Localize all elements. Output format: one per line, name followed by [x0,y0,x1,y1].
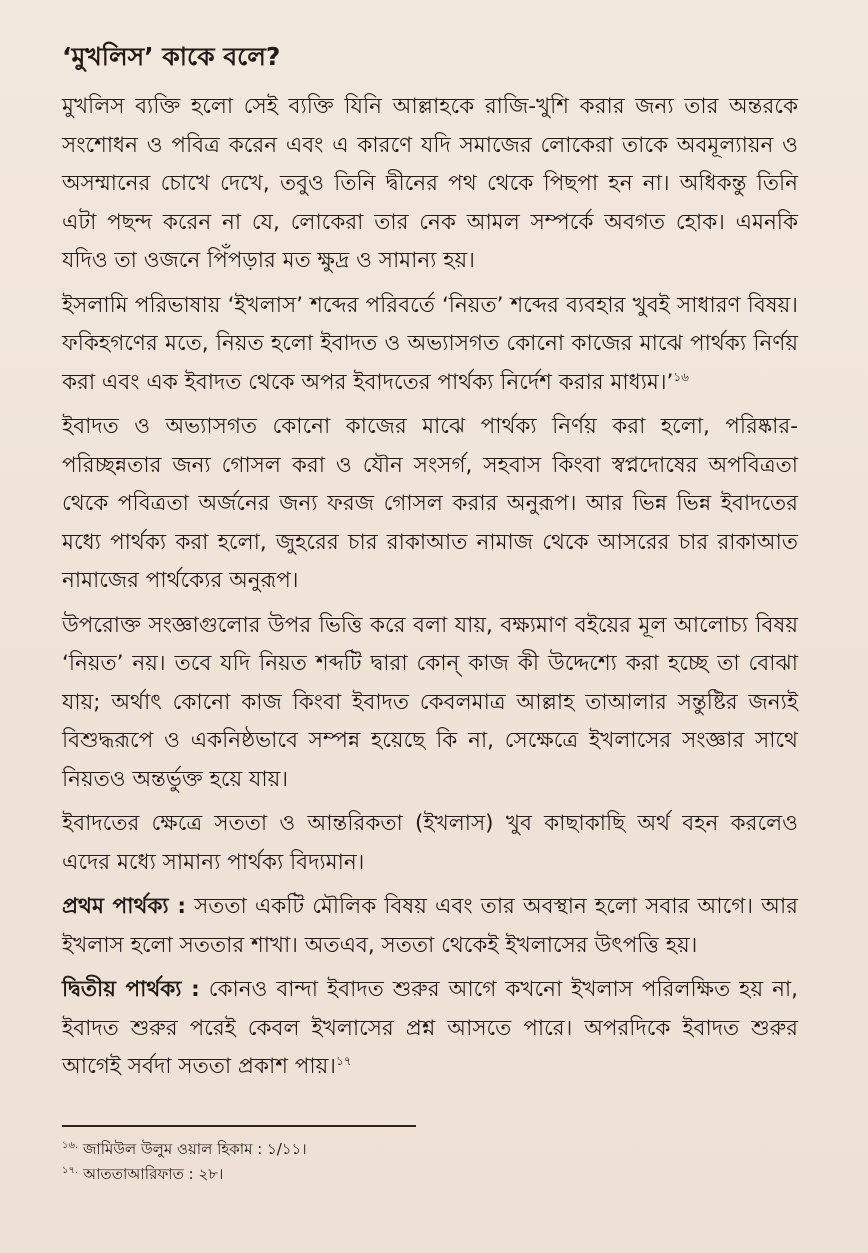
footnote-mark: ১৬. [62,1139,79,1151]
first-difference-label: প্রথম পার্থক্য : [62,894,186,919]
paragraph-text: কোনও বান্দা ইবাদত শুরুর আগে কখনো ইখলাস পরিলক্ষিত হয় না, ইবাদত শুরুর পরেই কেবল ইখলাসের প্রশ্ন আসতে পারে। অপরদিকে ইবাদত শুরুর আগেই সর্বদা সততা প্রকাশ পায়। [62,977,798,1079]
paragraph-definition [62,88,798,281]
footnote [62,1137,798,1162]
paragraph-text: ইবাদত ও অভ্যাসগত কোনো কাজের মাঝে পার্থক্য নির্ণয় করা হলো, পরিষ্কার-পরিচ্ছন্নতার জন্য গোসল করা ও যৌন সংসর্গ, সহবাস কিংবা স্বপ্নদোষের অপবিত্রতা থেকে পবিত্রতা অর্জনের জন্য ফরজ গোসল করার অনুরূপ। আর ভিন্ন ভিন্ন ইবাদতের মধ্যে পার্থক্য করা হলো, জুহরের চার রাকাআত নামাজ থেকে আসরের চার রাকাআত নামাজের পার্থক্যের অনুরূপ। [62,414,798,593]
paragraph-text: মুখলিস ব্যক্তি হলো সেই ব্যক্তি যিনি আল্লাহকে রাজি-খুশি করার জন্য তার অন্তরকে সংশোধন ও পবিত্র করেন এবং এ কারণে যদি সমাজের লোকেরা তাকে অবমূল্যায়ন ও অসম্মানের চোখে দেখে, তবুও তিনি দ্বীনের পথ থেকে পিছপা হন না। অধিকন্তু তিনি এটা পছন্দ করেন না যে, লোকেরা তার নেক আমল সম্পর্কে অবগত হোক। এমনকি যদিও তা ওজনে পিঁপড়ার মত ক্ষুদ্র ও সামান্য হয়। [62,94,798,273]
paragraph-text: ইসলামি পরিভাষায় ‘ইখলাস’ শব্দের পরিবর্তে ‘নিয়ত’ শব্দের ব্যবহার খুবই সাধারণ বিষয়। ফকিহগণের মতে, নিয়ত হলো ইবাদত ও অভ্যাসগত কোনো কাজের মাঝে পার্থক্য নির্ণয় করা এবং এক ইবাদত থেকে অপর ইবাদতের পার্থক্য নির্দেশ করার মাধ্যম।’ [62,292,798,395]
paragraph-text: ইবাদতের ক্ষেত্রে সততা ও আন্তরিকতা (ইখলাস) খুব কাছাকাছি অর্থ বহন করলেও এদের মধ্যে সামান্য পার্থক্য বিদ্যমান। [62,811,798,875]
footnote [62,1162,798,1187]
paragraph-conclusion [62,607,798,800]
paragraph-examples [62,408,798,601]
paragraph-text: সততা একটি মৌলিক বিষয় এবং তার অবস্থান হলো সবার আগে। আর ইখলাস হলো সততার শাখা। অতএব, সততা থেকেই ইখলাসের উৎপত্তি হয়। [62,894,798,958]
footnote-reference[interactable]: ১৭ [335,1053,352,1068]
paragraph-text: উপরোক্ত সংজ্ঞাগুলোর উপর ভিত্তি করে বলা যায়, বক্ষ্যমাণ বইয়ের মূল আলোচ্য বিষয় ‘নিয়ত’ নয়। তবে যদি নিয়ত শব্দটি দ্বারা কোন্ কাজ কী উদ্দেশ্যে করা হচ্ছে তা বোঝা যায়; অর্থাৎ কোনো কাজ কিংবা ইবাদত কেবলমাত্র আল্লাহ তাআলার সন্তুষ্টির জন্যই বিশুদ্ধরূপে ও একনিষ্ঠভাবে সম্পন্ন হয়েছে কি না, সেক্ষেত্রে ইখলাসের সংজ্ঞার সাথে নিয়তও অন্তর্ভুক্ত হয়ে যায়। [62,612,798,792]
paragraph-second-difference [62,971,798,1087]
footnote-reference[interactable]: ১৬ [673,369,689,384]
footnote-divider [62,1125,416,1127]
paragraph-terminology [62,287,798,403]
paragraph-first-difference [62,888,798,965]
paragraph-comparison [62,805,798,882]
footnote-text: আততাআরিফাত : ২৮। [78,1164,224,1183]
second-difference-label: দ্বিতীয় পার্থক্য : [62,977,200,1002]
footnote-text: জামিউল উলুম ওয়াল হিকাম : ১/১১। [78,1139,307,1158]
section-heading: ‘মুখলিস’ কাকে বলে? [62,42,281,71]
footnote-mark: ১৭. [62,1164,79,1176]
